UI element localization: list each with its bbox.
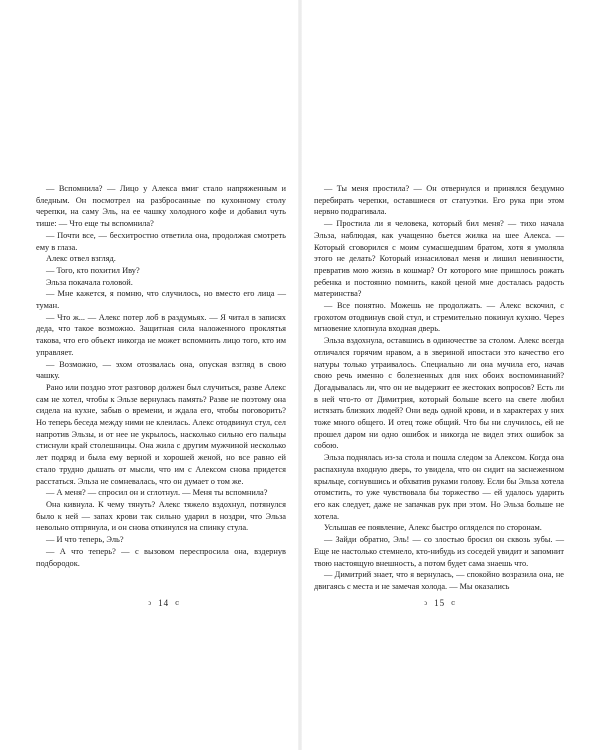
left-page xyxy=(36,183,286,569)
right-page-number-block xyxy=(424,598,456,608)
book-gutter xyxy=(298,0,302,750)
paragraph: Рано или поздно этот разговор должен был случиться, разве Алекс сам не хотел, чтобы к Эльзе вернулась память? Разве не поэтому она сидела на кухне, забыв о времени, и ждала его, чтобы поговорить? Но теперь беседа между ними не клеилась. Алекс отодвинул стул, сел напротив Эльзы, и от нее не укрылось, насколько сильно его пальцы стиснули край столешницы. Она жила с другим мужчиной несколько лет подряд и была ему верной и хорошей женой, но все равно ей стало трудно дышать от мысли, что им с Алексом снова придется расстаться. Эльза не сомневалась, что он думает о том же. xyxy=(36,382,286,486)
folio-ornament-left: ↄ xyxy=(148,599,153,607)
paragraph: — Димитрий знает, что я вернулась, — спокойно возразила она, не двигаясь с места и не замечая холода. — Мы оказались xyxy=(314,570,564,591)
paragraph: — Что ж... — Алекс потер лоб в раздумьях. — Я читал в записях деда, что такое возможно. Защитная сила наложенного проклятья такова, что его объект никогда не может вспомнить лицо того, кто им управляет. xyxy=(36,312,286,357)
paragraph: Услышав ее появление, Алекс быстро огляделся по сторонам. xyxy=(324,523,542,533)
folio-ornament-left: ↄ xyxy=(424,599,429,607)
paragraph: Алекс отвел взгляд. xyxy=(46,254,116,264)
page-number: 15 xyxy=(434,598,446,608)
paragraph: Эльза поднялась из-за стола и пошла следом за Алексом. Когда она распахнула входную дверь, то увидела, что он сидит на заснеженном крыльце, согнувшись и обхватив руками голову. Если бы Эльза хотела отомстить, то уже чувствовала бы торжество — ей удалось ударить его как следует, даже не запачкав рук при этом. Но Эльза больше не хотела. xyxy=(314,453,564,521)
paragraph: — А меня? — спросил он и сглотнул. — Меня ты вспомнила? xyxy=(46,488,268,498)
paragraph: — Того, кто похитил Иву? xyxy=(46,265,140,275)
paragraph: — А что теперь? — с вызовом переспросила она, вздернув подбородок. xyxy=(36,546,286,568)
right-page xyxy=(314,183,564,593)
page-number: 14 xyxy=(158,598,170,608)
left-page-number xyxy=(148,598,180,608)
paragraph: — Ты меня простила? — Он отвернулся и принялся бездумно перебирать черепки, оставшиеся от статуэтки. Его рука при этом нервно подрагивала. xyxy=(314,184,564,217)
right-page-text xyxy=(314,183,564,593)
paragraph: — Зайди обратно, Эль! — со злостью бросил он сквозь зубы. — Еще не настолько стемнело, кто-нибудь из соседей увидит и запомнит твою настоящую внешность, а потом будет сама знаешь что. xyxy=(314,535,564,568)
paragraph: — Простила ли я человека, который бил меня? — тихо начала Эльза, наблюдая, как учащенно бьется жилка на шее Алекса. — Который сговорился с моим сумасшедшим братом, хотя я умоляла этого не делать? Который изнасиловал меня и лишил невинности, превратив мою жизнь в кошмар? От которого мне пришлось рожать ребенка и постоянно помнить, какой ценой мне досталась радость материнства? xyxy=(314,219,564,299)
folio-ornament-right: ⅽ xyxy=(451,599,457,607)
paragraph: — Почти все, — бесхитростно ответила она, продолжая смотреть ему в глаза. xyxy=(36,230,286,252)
paragraph: — Вспомнила? — Лицо у Алекса вмиг стало напряженным и бледным. Он посмотрел на разбросанные по кухонному столу черепки, на саму Эль, на ее чашку холодного кофе и добавил чуть тише: — Что еще ты вспомнила? xyxy=(36,184,286,229)
paragraph: Эльза вздохнула, оставшись в одиночестве за столом. Алекс всегда отличался горячим нравом, а в звериной ипостаси это качество его натуры только утраивалось. Специально ли она мучила его, начав свою речь именно с болезненных для них обоих воспоминаний? Догадывалась ли, что он не выдержит ее жестоких вопросов? Есть ли в ней что-то от Димитрия, который больше всего на свете любил истязать близких людей? Они ведь одной крови, и в характерах у них тоже много общего. И отец тоже общий. Что бы ни случилось, ей не прошел даром ни одно ошибок и никогда не видел этих ошибок за собою. xyxy=(314,336,564,451)
left-page-text xyxy=(36,183,286,569)
paragraph: — Возможно, — эхом отозвалась она, опуская взгляд в свою чашку. xyxy=(36,359,286,381)
paragraph: — Все понятно. Можешь не продолжать. — Алекс вскочил, с грохотом отодвинув свой стул, и стремительно покинул кухню. Через мгновение хлопнула входная дверь. xyxy=(314,301,564,334)
folio-ornament-right: ⅽ xyxy=(175,599,181,607)
paragraph: Она кивнула. К чему тянуть? Алекс тяжело вздохнул, потянулся было к ней — запах крови так сильно ударил в ноздри, что Эльза невольно отпрянула, и он снова откинулся на спинку стула. xyxy=(36,499,286,533)
paragraph: — Мне кажется, я помню, что случилось, но вместо его лица — туман. xyxy=(36,289,286,311)
paragraph: — И что теперь, Эль? xyxy=(46,535,124,545)
paragraph: Эльза покачала головой. xyxy=(46,277,133,287)
